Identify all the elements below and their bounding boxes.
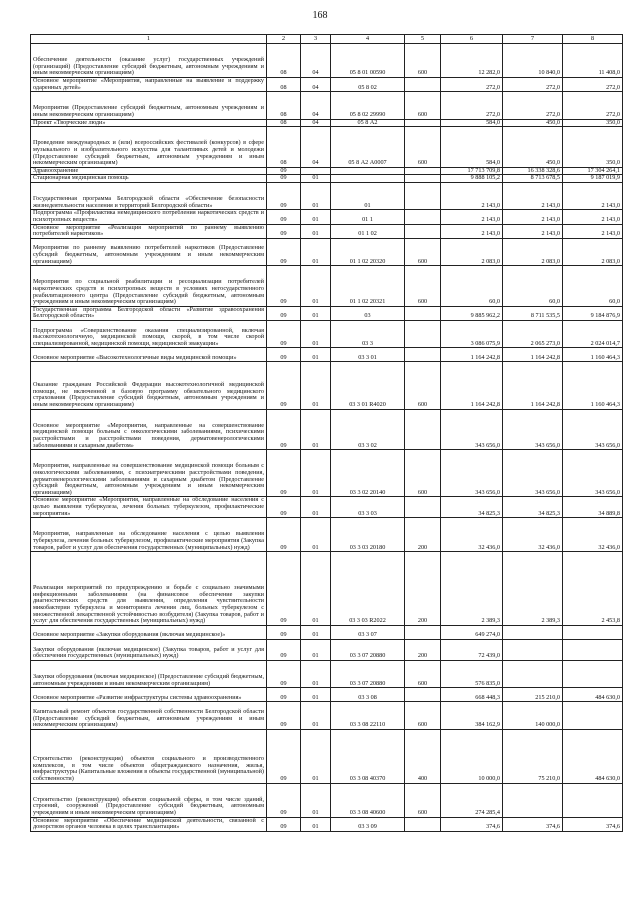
subsection-code: 01 bbox=[301, 497, 331, 518]
row-description: Строительство (реконструкция) объектов социального и производственного комплексов, в том числе объектов общегражданского назначения, жилья, инфраструктуры (Капитальные вложения в объекты государственной (муниципальной) собственности) bbox=[31, 729, 267, 783]
target-article-code: 03 3 03 R2022 bbox=[331, 552, 405, 626]
amount-year-1: 2 143,0 bbox=[441, 182, 503, 209]
amount-year-3: 2 143,0 bbox=[563, 210, 623, 224]
row-description: Основное мероприятие «Мероприятия, направленные на совершенствование медицинской помощи больным с онкологическими заболеваниями, психическими расстройствами и расстройствами поведения, дерматовенерологическими заболеваниями и сахарным диабетом» bbox=[31, 409, 267, 450]
table-row bbox=[31, 78, 623, 92]
column-header: 8 bbox=[563, 35, 623, 44]
amount-year-3: 272,0 bbox=[563, 78, 623, 92]
table-row bbox=[31, 729, 623, 783]
expense-type-code: 200 bbox=[405, 552, 441, 626]
amount-year-3: 2 083,0 bbox=[563, 238, 623, 265]
row-description: Стационарная медицинская помощь bbox=[31, 175, 267, 183]
row-description: Основное мероприятие «Обеспечение медицинской деятельности, связанной с донорством органов человека в целях трансплантации» bbox=[31, 817, 267, 831]
amount-year-1: 9 885 962,2 bbox=[441, 306, 503, 320]
expense-type-code bbox=[405, 175, 441, 183]
amount-year-2: 2 083,0 bbox=[503, 238, 563, 265]
row-description: Строительство (реконструкция) объектов социальной сферы, в том числе зданий, строений, сооружений (Предоставление субсидий бюджетным, автономным учреждениям и иным некоммерческим организациям) bbox=[31, 783, 267, 817]
expense-type-code bbox=[405, 210, 441, 224]
amount-year-2: 34 825,3 bbox=[503, 497, 563, 518]
target-article-code: 03 3 07 bbox=[331, 625, 405, 639]
amount-year-1: 343 656,0 bbox=[441, 450, 503, 497]
table-row bbox=[31, 119, 623, 127]
expense-type-code bbox=[405, 348, 441, 362]
amount-year-2: 2 143,0 bbox=[503, 224, 563, 238]
section-code: 09 bbox=[267, 817, 301, 831]
expense-type-code: 600 bbox=[405, 266, 441, 307]
section-code: 09 bbox=[267, 182, 301, 209]
amount-year-2: 272,0 bbox=[503, 92, 563, 119]
subsection-code: 04 bbox=[301, 127, 331, 168]
amount-year-2: 16 338 328,6 bbox=[503, 167, 563, 175]
section-code: 09 bbox=[267, 409, 301, 450]
expense-type-code bbox=[405, 497, 441, 518]
row-description: Мероприятия (Предоставление субсидий бюджетным, автономным учреждениям и иным некоммерческим организациям) bbox=[31, 92, 267, 119]
row-description: Реализация мероприятий по предупреждению и борьбе с социально значимыми инфекционными заболеваниями (на финансовое обеспечение закупки диагностических средств для выявления, определения чувствительности микобактерии туберкулеза и мониторинга лечения лиц, больных туберкулезом с множественной лекарственной устойчивостью возбудителя) (Закупка товаров, работ и услуг для обеспечения государственных (муниципальных) нужд) bbox=[31, 552, 267, 626]
subsection-code: 04 bbox=[301, 78, 331, 92]
amount-year-2: 140 000,0 bbox=[503, 702, 563, 729]
amount-year-1: 584,0 bbox=[441, 119, 503, 127]
expense-type-code: 600 bbox=[405, 783, 441, 817]
expense-type-code: 200 bbox=[405, 640, 441, 661]
table-row bbox=[31, 640, 623, 661]
target-article-code: 05 8 02 29990 bbox=[331, 92, 405, 119]
section-code: 09 bbox=[267, 320, 301, 347]
row-description: Государственная программа Белгородской области «Обеспечение безопасности жизнедеятельности населения и территорий Белгородской области» bbox=[31, 182, 267, 209]
expense-type-code: 600 bbox=[405, 44, 441, 78]
target-article-code: 03 3 03 bbox=[331, 497, 405, 518]
table-row bbox=[31, 552, 623, 626]
row-description: Основное мероприятие «Мероприятия, направленные на выявление и поддержку одаренных детей» bbox=[31, 78, 267, 92]
amount-year-1: 9 888 105,2 bbox=[441, 175, 503, 183]
amount-year-1: 72 439,0 bbox=[441, 640, 503, 661]
amount-year-2: 343 656,0 bbox=[503, 450, 563, 497]
target-article-code bbox=[331, 167, 405, 175]
table-row bbox=[31, 362, 623, 409]
budget-table bbox=[30, 34, 623, 832]
section-code: 09 bbox=[267, 783, 301, 817]
target-article-code: 01 1 bbox=[331, 210, 405, 224]
target-article-code: 03 3 03 20180 bbox=[331, 518, 405, 552]
subsection-code: 01 bbox=[301, 729, 331, 783]
row-description: Мероприятия, направленные на совершенствование медицинской помощи больным с онкологическими заболеваниями, с психиатрическими расстройствами поведения, дерматовенерологическими заболеваниями и сахарным диабетом (Предоставление субсидий бюджетным, автономным учреждениям и иным некоммерческим организациям) bbox=[31, 450, 267, 497]
section-code: 08 bbox=[267, 127, 301, 168]
expense-type-code: 600 bbox=[405, 660, 441, 687]
row-description: Здравоохранение bbox=[31, 167, 267, 175]
expense-type-code bbox=[405, 688, 441, 702]
table-row bbox=[31, 702, 623, 729]
subsection-code: 01 bbox=[301, 306, 331, 320]
amount-year-2: 2 065 273,0 bbox=[503, 320, 563, 347]
amount-year-3: 11 408,0 bbox=[563, 44, 623, 78]
target-article-code: 05 8 А2 А0007 bbox=[331, 127, 405, 168]
amount-year-2: 10 840,0 bbox=[503, 44, 563, 78]
expense-type-code bbox=[405, 409, 441, 450]
table-row bbox=[31, 224, 623, 238]
amount-year-1: 274 285,4 bbox=[441, 783, 503, 817]
amount-year-3: 272,0 bbox=[563, 92, 623, 119]
section-code: 09 bbox=[267, 688, 301, 702]
amount-year-2 bbox=[503, 783, 563, 817]
subsection-code: 01 bbox=[301, 552, 331, 626]
table-row bbox=[31, 817, 623, 831]
section-code: 08 bbox=[267, 92, 301, 119]
expense-type-code: 200 bbox=[405, 518, 441, 552]
table-row bbox=[31, 210, 623, 224]
amount-year-2: 1 164 242,8 bbox=[503, 362, 563, 409]
column-header: 5 bbox=[405, 35, 441, 44]
amount-year-1: 576 835,0 bbox=[441, 660, 503, 687]
section-code: 09 bbox=[267, 702, 301, 729]
row-description: Основное мероприятие «Реализация мероприятий по раннему выявлению потребителей наркотиков» bbox=[31, 224, 267, 238]
section-code: 09 bbox=[267, 348, 301, 362]
amount-year-3: 343 656,0 bbox=[563, 450, 623, 497]
table-row bbox=[31, 625, 623, 639]
subsection-code: 04 bbox=[301, 92, 331, 119]
amount-year-1: 343 656,0 bbox=[441, 409, 503, 450]
column-header: 6 bbox=[441, 35, 503, 44]
section-code: 08 bbox=[267, 44, 301, 78]
amount-year-2: 8 711 535,5 bbox=[503, 306, 563, 320]
subsection-code: 01 bbox=[301, 450, 331, 497]
table-row bbox=[31, 518, 623, 552]
amount-year-2: 450,0 bbox=[503, 119, 563, 127]
amount-year-3: 484 630,0 bbox=[563, 729, 623, 783]
row-description: Мероприятия по социальной реабилитации и ресоциализации потребителей наркотических средств и психотропных веществ в условиях негосударственного реабилитационного центра (Предоставление субсидий бюджетным, автономным учреждениям и иным некоммерческим организациям) bbox=[31, 266, 267, 307]
row-description: Основное мероприятие «Высокотехнологичные виды медицинской помощи» bbox=[31, 348, 267, 362]
section-code: 09 bbox=[267, 238, 301, 265]
section-code: 08 bbox=[267, 78, 301, 92]
amount-year-1: 1 164 242,8 bbox=[441, 348, 503, 362]
section-code: 09 bbox=[267, 518, 301, 552]
target-article-code: 03 3 01 bbox=[331, 348, 405, 362]
amount-year-2: 374,6 bbox=[503, 817, 563, 831]
subsection-code: 01 bbox=[301, 409, 331, 450]
subsection-code: 01 bbox=[301, 348, 331, 362]
amount-year-2: 272,0 bbox=[503, 78, 563, 92]
target-article-code: 03 3 08 40370 bbox=[331, 729, 405, 783]
target-article-code: 03 3 07 20880 bbox=[331, 660, 405, 687]
amount-year-2 bbox=[503, 660, 563, 687]
row-description: Подпрограмма «Профилактика немедицинского потребления наркотических средств и психотропных веществ» bbox=[31, 210, 267, 224]
amount-year-3: 34 889,8 bbox=[563, 497, 623, 518]
section-code: 09 bbox=[267, 660, 301, 687]
amount-year-3 bbox=[563, 660, 623, 687]
expense-type-code bbox=[405, 119, 441, 127]
amount-year-1: 584,0 bbox=[441, 127, 503, 168]
amount-year-3: 1 160 464,3 bbox=[563, 348, 623, 362]
row-description: Закупки оборудования (включая медицинское) (Закупка товаров, работ и услуг для обеспечения государственных (муниципальных) нужд) bbox=[31, 640, 267, 661]
table-row bbox=[31, 44, 623, 78]
amount-year-1: 2 389,3 bbox=[441, 552, 503, 626]
target-article-code: 03 3 08 22110 bbox=[331, 702, 405, 729]
expense-type-code: 600 bbox=[405, 450, 441, 497]
section-code: 09 bbox=[267, 306, 301, 320]
section-code: 09 bbox=[267, 497, 301, 518]
amount-year-2: 60,0 bbox=[503, 266, 563, 307]
section-code: 09 bbox=[267, 175, 301, 183]
section-code: 08 bbox=[267, 119, 301, 127]
section-code: 09 bbox=[267, 362, 301, 409]
expense-type-code bbox=[405, 167, 441, 175]
target-article-code: 01 bbox=[331, 182, 405, 209]
row-description: Проведение международных и (или) всероссийских фестивалей (конкурсов) в сфере музыкального и изобразительного искусства для талантливых детей и молодежи (Предоставление субсидий бюджетным, автономным учреждениям и иным некоммерческим организациям) bbox=[31, 127, 267, 168]
amount-year-1: 1 164 242,8 bbox=[441, 362, 503, 409]
subsection-code: 01 bbox=[301, 688, 331, 702]
row-description: Капитальный ремонт объектов государственной собственности Белгородской области (Предоставление субсидий бюджетным, автономным учреждениям и иным некоммерческим организациям) bbox=[31, 702, 267, 729]
amount-year-1: 34 825,3 bbox=[441, 497, 503, 518]
expense-type-code bbox=[405, 320, 441, 347]
amount-year-1: 60,0 bbox=[441, 266, 503, 307]
target-article-code: 05 8 02 bbox=[331, 78, 405, 92]
table-row bbox=[31, 688, 623, 702]
table-row bbox=[31, 409, 623, 450]
column-header: 1 bbox=[31, 35, 267, 44]
subsection-code: 01 bbox=[301, 266, 331, 307]
amount-year-2: 8 713 678,5 bbox=[503, 175, 563, 183]
target-article-code: 03 3 08 40600 bbox=[331, 783, 405, 817]
subsection-code: 01 bbox=[301, 625, 331, 639]
row-description: Проект «Творческие люди» bbox=[31, 119, 267, 127]
table-row bbox=[31, 127, 623, 168]
amount-year-1: 17 713 709,8 bbox=[441, 167, 503, 175]
section-code: 09 bbox=[267, 552, 301, 626]
subsection-code: 01 bbox=[301, 783, 331, 817]
target-article-code: 03 3 02 bbox=[331, 409, 405, 450]
section-code: 09 bbox=[267, 729, 301, 783]
expense-type-code: 600 bbox=[405, 127, 441, 168]
table-row bbox=[31, 783, 623, 817]
subsection-code: 01 bbox=[301, 175, 331, 183]
table-row bbox=[31, 320, 623, 347]
amount-year-1: 10 000,0 bbox=[441, 729, 503, 783]
target-article-code: 03 3 08 bbox=[331, 688, 405, 702]
amount-year-1: 649 274,0 bbox=[441, 625, 503, 639]
table-header-row bbox=[31, 35, 623, 44]
table-row bbox=[31, 92, 623, 119]
row-description: Подпрограмма «Совершенствование оказания специализированной, включая высокотехнологичную, медицинской помощи, скорой, в том числе скорой специализированной, медицинской помощи, медицинской эвакуации» bbox=[31, 320, 267, 347]
amount-year-1: 374,6 bbox=[441, 817, 503, 831]
expense-type-code bbox=[405, 224, 441, 238]
table-row bbox=[31, 238, 623, 265]
target-article-code: 05 8 01 00590 bbox=[331, 44, 405, 78]
table-row bbox=[31, 175, 623, 183]
amount-year-2: 1 164 242,8 bbox=[503, 348, 563, 362]
subsection-code: 04 bbox=[301, 44, 331, 78]
subsection-code: 04 bbox=[301, 119, 331, 127]
subsection-code: 01 bbox=[301, 210, 331, 224]
amount-year-1: 32 436,0 bbox=[441, 518, 503, 552]
target-article-code: 01 1 02 20321 bbox=[331, 266, 405, 307]
subsection-code: 01 bbox=[301, 817, 331, 831]
amount-year-3 bbox=[563, 625, 623, 639]
section-code: 09 bbox=[267, 224, 301, 238]
amount-year-3 bbox=[563, 702, 623, 729]
section-code: 09 bbox=[267, 640, 301, 661]
amount-year-2 bbox=[503, 625, 563, 639]
amount-year-3: 2 024 014,7 bbox=[563, 320, 623, 347]
amount-year-3: 350,0 bbox=[563, 119, 623, 127]
amount-year-3: 9 184 876,9 bbox=[563, 306, 623, 320]
amount-year-3 bbox=[563, 640, 623, 661]
target-article-code: 03 bbox=[331, 306, 405, 320]
column-header: 4 bbox=[331, 35, 405, 44]
subsection-code: 01 bbox=[301, 238, 331, 265]
row-description: Основное мероприятие «Закупки оборудования (включая медицинское)» bbox=[31, 625, 267, 639]
expense-type-code: 400 bbox=[405, 729, 441, 783]
amount-year-3: 1 160 464,3 bbox=[563, 362, 623, 409]
amount-year-1: 2 083,0 bbox=[441, 238, 503, 265]
subsection-code: 01 bbox=[301, 224, 331, 238]
row-description: Оказание гражданам Российской Федерации высокотехнологичной медицинской помощи, не включенной в базовую программу обязательного медицинского страхования (Предоставление субсидий бюджетным, автономным учреждениям и иным некоммерческим организациям) bbox=[31, 362, 267, 409]
table-row bbox=[31, 450, 623, 497]
subsection-code: 01 bbox=[301, 362, 331, 409]
expense-type-code bbox=[405, 306, 441, 320]
expense-type-code: 600 bbox=[405, 92, 441, 119]
amount-year-3: 32 436,0 bbox=[563, 518, 623, 552]
amount-year-3: 2 143,0 bbox=[563, 224, 623, 238]
section-code: 09 bbox=[267, 266, 301, 307]
page-number: 168 bbox=[312, 10, 328, 21]
column-header: 3 bbox=[301, 35, 331, 44]
target-article-code: 01 1 02 bbox=[331, 224, 405, 238]
amount-year-1: 272,0 bbox=[441, 78, 503, 92]
expense-type-code: 600 bbox=[405, 702, 441, 729]
row-description: Основное мероприятие «Мероприятия, направленные на обследование населения с целью выявления туберкулеза, лечения больных туберкулезом, профилактические мероприятия» bbox=[31, 497, 267, 518]
target-article-code: 03 3 bbox=[331, 320, 405, 347]
table-row bbox=[31, 266, 623, 307]
column-header: 7 bbox=[503, 35, 563, 44]
target-article-code: 03 3 09 bbox=[331, 817, 405, 831]
section-code: 09 bbox=[267, 210, 301, 224]
amount-year-3: 2 143,0 bbox=[563, 182, 623, 209]
amount-year-1: 272,0 bbox=[441, 92, 503, 119]
amount-year-2: 343 656,0 bbox=[503, 409, 563, 450]
amount-year-3: 9 187 019,9 bbox=[563, 175, 623, 183]
subsection-code: 01 bbox=[301, 640, 331, 661]
amount-year-1: 668 448,3 bbox=[441, 688, 503, 702]
section-code: 09 bbox=[267, 450, 301, 497]
row-description: Государственная программа Белгородской области «Развитие здравоохранения Белгородской области» bbox=[31, 306, 267, 320]
row-description: Обеспечение деятельности (оказание услуг) государственных учреждений (организаций) (Предоставление субсидий бюджетным, автономным учреждениям и иным некоммерческим организациям) bbox=[31, 44, 267, 78]
expense-type-code bbox=[405, 817, 441, 831]
subsection-code: 01 bbox=[301, 320, 331, 347]
expense-type-code: 600 bbox=[405, 362, 441, 409]
table-row bbox=[31, 348, 623, 362]
amount-year-1: 384 162,9 bbox=[441, 702, 503, 729]
amount-year-2: 75 210,0 bbox=[503, 729, 563, 783]
expense-type-code: 600 bbox=[405, 238, 441, 265]
subsection-code: 01 bbox=[301, 182, 331, 209]
amount-year-3: 17 304 264,1 bbox=[563, 167, 623, 175]
amount-year-1: 2 143,0 bbox=[441, 224, 503, 238]
table-row bbox=[31, 497, 623, 518]
expense-type-code bbox=[405, 625, 441, 639]
row-description: Мероприятия по раннему выявлению потребителей наркотиков (Предоставление субсидий бюджетным, автономным учреждениям и иным некоммерческим организациям) bbox=[31, 238, 267, 265]
target-article-code: 03 3 02 20140 bbox=[331, 450, 405, 497]
section-code: 09 bbox=[267, 167, 301, 175]
table-row bbox=[31, 182, 623, 209]
amount-year-1: 2 143,0 bbox=[441, 210, 503, 224]
amount-year-3: 2 453,8 bbox=[563, 552, 623, 626]
target-article-code: 03 3 01 R4020 bbox=[331, 362, 405, 409]
row-description: Основное мероприятие «Развитие инфраструктуры системы здравоохранения» bbox=[31, 688, 267, 702]
amount-year-1: 3 086 075,9 bbox=[441, 320, 503, 347]
expense-type-code bbox=[405, 78, 441, 92]
target-article-code: 05 8 А2 bbox=[331, 119, 405, 127]
row-description: Закупки оборудования (включая медицинское) (Предоставление субсидий бюджетным, автономным учреждениям и иным некоммерческим организациям) bbox=[31, 660, 267, 687]
amount-year-2: 32 436,0 bbox=[503, 518, 563, 552]
target-article-code: 01 1 02 20320 bbox=[331, 238, 405, 265]
amount-year-1: 12 282,0 bbox=[441, 44, 503, 78]
row-description: Мероприятия, направленные на обследование населения с целью выявления туберкулеза, лечения больных туберкулезом, профилактические мероприятия (Закупка товаров, работ и услуг для обеспечения государственных (муниципальных) нужд) bbox=[31, 518, 267, 552]
amount-year-3: 60,0 bbox=[563, 266, 623, 307]
table-row bbox=[31, 660, 623, 687]
amount-year-2 bbox=[503, 640, 563, 661]
amount-year-2: 2 389,3 bbox=[503, 552, 563, 626]
target-article-code bbox=[331, 175, 405, 183]
amount-year-2: 2 143,0 bbox=[503, 210, 563, 224]
subsection-code: 01 bbox=[301, 518, 331, 552]
amount-year-2: 2 143,0 bbox=[503, 182, 563, 209]
subsection-code: 01 bbox=[301, 660, 331, 687]
amount-year-2: 215 210,0 bbox=[503, 688, 563, 702]
amount-year-3: 343 656,0 bbox=[563, 409, 623, 450]
subsection-code: 01 bbox=[301, 702, 331, 729]
amount-year-3 bbox=[563, 783, 623, 817]
expense-type-code bbox=[405, 182, 441, 209]
table-row bbox=[31, 306, 623, 320]
section-code: 09 bbox=[267, 625, 301, 639]
amount-year-2: 450,0 bbox=[503, 127, 563, 168]
target-article-code: 03 3 07 20880 bbox=[331, 640, 405, 661]
amount-year-3: 374,6 bbox=[563, 817, 623, 831]
column-header: 2 bbox=[267, 35, 301, 44]
amount-year-3: 484 630,0 bbox=[563, 688, 623, 702]
amount-year-3: 350,0 bbox=[563, 127, 623, 168]
